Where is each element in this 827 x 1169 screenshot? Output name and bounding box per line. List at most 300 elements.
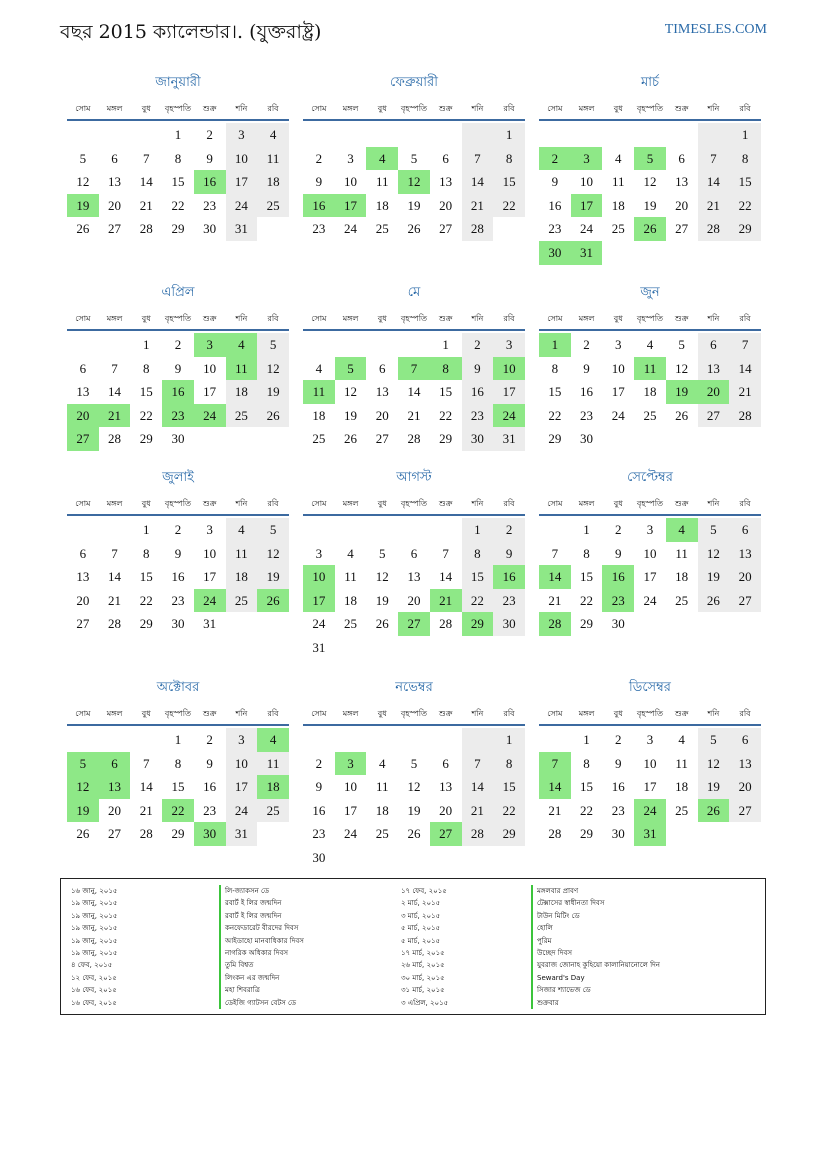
day-cell: 24 — [194, 589, 226, 613]
weekday-label: মঙ্গল — [578, 314, 595, 323]
day-cell: 8 — [493, 752, 525, 776]
day-cell: 28 — [729, 404, 761, 428]
day-cell: 1 — [729, 123, 761, 147]
day-cell: 24 — [226, 799, 258, 823]
day-cell: 12 — [76, 174, 90, 190]
empty-cell — [430, 728, 462, 752]
day-cell: 22 — [139, 592, 153, 608]
day-cell: 2 — [315, 150, 323, 166]
holiday-date: ৩০ মার্চ, ২০১৫ — [401, 973, 445, 982]
day-cell: 27 — [439, 221, 453, 237]
day-cell: 8 — [174, 755, 182, 771]
day-cell: 6 — [442, 150, 449, 166]
month-block — [67, 469, 289, 636]
day-cell: 23 — [312, 221, 326, 237]
weekday-label: বুধ — [141, 314, 151, 323]
day-cell: 17 — [303, 589, 335, 613]
day-cell: 6 — [442, 755, 449, 771]
day-cell: 12 — [675, 360, 689, 376]
empty-cell — [398, 636, 430, 660]
day-cell: 14 — [462, 775, 494, 799]
day-cell: 13 — [76, 384, 90, 400]
empty-cell — [602, 123, 634, 147]
weekday-label: সোম — [311, 104, 327, 113]
empty-cell — [698, 612, 730, 636]
day-cell: 28 — [407, 431, 421, 447]
day-cell: 3 — [646, 522, 654, 537]
weekday-label: শনি — [707, 104, 720, 113]
weekday-label: সোম — [75, 499, 91, 508]
empty-cell — [634, 123, 666, 147]
day-cell: 14 — [539, 565, 571, 589]
month-block — [67, 284, 289, 451]
day-cell: 12 — [407, 779, 421, 795]
day-grid — [303, 123, 525, 241]
empty-cell — [335, 518, 367, 542]
day-cell: 5 — [410, 755, 418, 771]
day-cell: 25 — [226, 589, 258, 613]
weekday-label: বুধ — [613, 314, 623, 323]
day-cell: 12 — [67, 775, 99, 799]
day-cell: 20 — [675, 197, 689, 213]
empty-cell — [335, 123, 367, 147]
day-cell: 31 — [634, 822, 666, 846]
day-cell: 18 — [675, 779, 689, 795]
day-cell: 10 — [493, 357, 525, 381]
day-cell: 24 — [312, 616, 326, 632]
day-cell: 13 — [698, 357, 730, 381]
day-cell: 6 — [379, 360, 386, 376]
weekday-label: সোম — [75, 104, 91, 113]
day-cell: 13 — [439, 174, 453, 190]
day-cell: 23 — [312, 826, 326, 842]
day-cell: 29 — [580, 826, 594, 842]
empty-cell — [257, 427, 289, 451]
empty-cell — [130, 728, 162, 752]
day-cell: 25 — [257, 194, 289, 218]
month-block — [303, 469, 525, 660]
day-cell: 6 — [79, 545, 87, 561]
holiday-name: তুমি বিশ্বত — [219, 959, 399, 971]
day-cell: 11 — [344, 569, 357, 585]
day-cell: 5 — [634, 147, 666, 171]
day-cell: 19 — [666, 380, 698, 404]
day-cell: 13 — [76, 569, 90, 585]
weekday-label: সোম — [311, 709, 327, 718]
day-cell: 6 — [729, 518, 761, 542]
day-cell: 5 — [79, 150, 87, 166]
holiday-date: ৩ এপ্রিল, ২০১৫ — [401, 998, 449, 1007]
day-cell: 12 — [375, 569, 389, 585]
day-cell: 16 — [194, 170, 226, 194]
day-cell: 23 — [162, 404, 194, 428]
day-cell: 31 — [312, 639, 326, 655]
empty-cell — [335, 846, 367, 870]
day-cell: 1 — [539, 333, 571, 357]
site-name[interactable]: TIMESLES.COM — [664, 22, 767, 37]
weekday-header — [303, 99, 525, 121]
empty-cell — [430, 123, 462, 147]
day-cell: 14 — [439, 569, 453, 585]
day-cell: 10 — [203, 360, 217, 376]
day-cell: 20 — [67, 404, 99, 428]
holiday-date: ১৬ ফেব, ২০১৫ — [71, 986, 117, 995]
empty-cell — [729, 241, 761, 265]
day-cell: 21 — [407, 407, 421, 423]
holiday-name: কনফেডারেট বীরদের দিবস — [219, 922, 399, 934]
day-cell: 9 — [615, 545, 622, 561]
day-cell: 18 — [611, 197, 625, 213]
weekday-label: বুধ — [377, 104, 387, 113]
day-cell: 29 — [548, 431, 562, 447]
day-cell: 25 — [312, 431, 326, 447]
day-cell: 30 — [580, 431, 594, 447]
day-cell: 7 — [729, 333, 761, 357]
empty-cell — [335, 636, 367, 660]
holiday-name: যুবরাজ জোনাহ কুহিয়ো কালানিয়ানোলে দিন — [531, 959, 761, 971]
weekday-label: রবি — [267, 104, 279, 113]
day-cell: 24 — [643, 592, 657, 608]
day-cell: 18 — [226, 380, 258, 404]
day-cell: 11 — [375, 174, 389, 190]
month-block — [67, 679, 289, 846]
holiday-list — [60, 878, 766, 1015]
empty-cell — [539, 518, 571, 542]
weekday-label: বৃহস্পতি — [400, 499, 428, 508]
day-cell: 25 — [257, 799, 289, 823]
empty-cell — [698, 822, 730, 846]
day-cell: 11 — [303, 380, 335, 404]
month-name: এপ্রিল — [161, 285, 195, 300]
day-cell: 25 — [611, 221, 625, 237]
day-cell: 27 — [729, 589, 761, 613]
weekday-label: রবি — [503, 104, 515, 113]
empty-cell — [430, 846, 462, 870]
empty-cell — [634, 241, 666, 265]
day-cell: 6 — [698, 333, 730, 357]
day-cell: 8 — [143, 545, 150, 561]
day-cell: 25 — [226, 404, 258, 428]
day-cell: 5 — [67, 752, 99, 776]
day-cell: 29 — [171, 826, 185, 842]
day-cell: 11 — [226, 357, 258, 381]
empty-cell — [539, 728, 571, 752]
day-cell: 8 — [430, 357, 462, 381]
day-cell: 16 — [493, 565, 525, 589]
day-cell: 15 — [439, 384, 453, 400]
holiday-name: রবার্ট ই লির জন্মদিন — [219, 910, 399, 922]
day-cell: 14 — [108, 569, 122, 585]
day-cell: 22 — [439, 407, 453, 423]
empty-cell — [99, 123, 131, 147]
day-cell: 30 — [611, 826, 625, 842]
day-cell: 25 — [375, 826, 389, 842]
weekday-label: শুক্র — [202, 104, 217, 113]
weekday-label: রবি — [267, 314, 279, 323]
day-cell: 3 — [194, 333, 226, 357]
day-cell: 19 — [698, 775, 730, 799]
empty-cell — [67, 728, 99, 752]
weekday-label: রবি — [503, 314, 515, 323]
day-cell: 17 — [611, 384, 625, 400]
day-cell: 15 — [139, 384, 153, 400]
day-cell: 17 — [344, 802, 358, 818]
day-cell: 31 — [571, 241, 603, 265]
weekday-label: শনি — [235, 499, 248, 508]
weekday-label: শনি — [707, 709, 720, 718]
day-cell: 15 — [171, 779, 185, 795]
weekday-label: রবি — [739, 104, 751, 113]
day-cell: 13 — [108, 174, 122, 190]
day-cell: 26 — [407, 221, 421, 237]
day-cell: 19 — [344, 407, 358, 423]
day-cell: 28 — [548, 826, 562, 842]
holiday-date: ১৯ জানু, ২০১৫ — [71, 948, 118, 957]
weekday-label: সোম — [547, 314, 563, 323]
weekday-label: বুধ — [377, 499, 387, 508]
day-cell: 21 — [548, 592, 562, 608]
weekday-header — [539, 494, 761, 516]
weekday-label: বৃহস্পতি — [164, 104, 192, 113]
day-cell: 20 — [729, 565, 761, 589]
day-cell: 28 — [139, 826, 153, 842]
day-cell: 8 — [551, 360, 559, 376]
day-cell: 17 — [226, 170, 258, 194]
empty-cell — [666, 427, 698, 451]
holiday-date: ৩ মার্চ, ২০১৫ — [401, 911, 441, 920]
day-cell: 4 — [226, 333, 258, 357]
day-cell: 28 — [462, 822, 494, 846]
empty-cell — [666, 612, 698, 636]
day-cell: 16 — [580, 384, 594, 400]
holiday-date: ১৭ ফেব, ২০১৫ — [401, 887, 447, 895]
holiday-name: নাগরিক অধিকার দিবস — [219, 947, 399, 959]
day-cell: 19 — [257, 565, 289, 589]
holiday-date: ১৬ জানু, ২০১৫ — [71, 887, 118, 895]
day-cell: 13 — [375, 384, 389, 400]
month-name: ফেব্রুয়ারী — [390, 75, 438, 90]
holiday-name: Seward's Day — [531, 972, 761, 984]
weekday-label: শুক্র — [674, 499, 689, 508]
day-cell: 3 — [493, 333, 525, 357]
day-cell: 29 — [729, 217, 761, 241]
empty-cell — [303, 123, 335, 147]
weekday-label: বুধ — [141, 104, 151, 113]
day-cell: 26 — [634, 217, 666, 241]
empty-cell — [67, 333, 99, 357]
day-cell: 2 — [206, 732, 213, 747]
day-cell: 10 — [344, 779, 358, 795]
day-cell: 5 — [257, 518, 289, 542]
day-cell: 27 — [698, 404, 730, 428]
day-cell: 1 — [583, 522, 590, 537]
weekday-label: বৃহস্পতি — [636, 104, 664, 113]
day-cell: 2 — [583, 337, 590, 352]
day-cell: 29 — [439, 431, 453, 447]
holiday-date: ১৬ ফেব, ২০১৫ — [71, 998, 117, 1007]
day-cell: 18 — [226, 565, 258, 589]
day-cell: 26 — [698, 799, 730, 823]
day-cell: 4 — [347, 545, 354, 561]
day-cell: 9 — [206, 755, 213, 771]
empty-cell — [366, 123, 398, 147]
weekday-label: শনি — [235, 709, 248, 718]
empty-cell — [398, 518, 430, 542]
empty-cell — [666, 822, 698, 846]
weekday-label: শনি — [471, 709, 484, 718]
day-cell: 1 — [442, 337, 449, 352]
day-cell: 27 — [67, 427, 99, 451]
day-cell: 29 — [171, 221, 185, 237]
day-cell: 19 — [407, 197, 421, 213]
month-name: মার্চ — [640, 75, 659, 90]
day-cell: 23 — [580, 407, 594, 423]
weekday-label: শুক্র — [438, 104, 453, 113]
day-cell: 1 — [143, 337, 150, 352]
day-cell: 28 — [439, 616, 453, 632]
day-cell: 1 — [174, 732, 182, 747]
weekday-label: রবি — [503, 709, 515, 718]
day-cell: 5 — [410, 150, 418, 166]
day-cell: 25 — [675, 592, 689, 608]
weekday-label: বৃহস্পতি — [164, 709, 192, 718]
day-cell: 13 — [729, 752, 761, 776]
month-block — [303, 679, 525, 870]
day-cell: 4 — [678, 732, 685, 747]
day-cell: 17 — [571, 194, 603, 218]
weekday-label: মঙ্গল — [578, 104, 595, 113]
day-cell: 21 — [729, 380, 761, 404]
day-cell: 24 — [344, 221, 358, 237]
day-cell: 30 — [493, 612, 525, 636]
empty-cell — [257, 822, 289, 846]
day-cell: 13 — [675, 174, 689, 190]
empty-cell — [729, 427, 761, 451]
empty-cell — [130, 123, 162, 147]
weekday-header — [67, 309, 289, 331]
month-block — [539, 74, 761, 265]
day-cell: 3 — [615, 337, 622, 352]
month-name: মে — [407, 285, 421, 300]
day-cell: 26 — [257, 404, 289, 428]
weekday-label: শুক্র — [674, 104, 689, 113]
day-cell: 3 — [206, 522, 213, 537]
holiday-date: ২ মার্চ, ২০১৫ — [401, 899, 441, 908]
weekday-label: শুক্র — [202, 499, 217, 508]
day-cell: 22 — [139, 407, 153, 423]
empty-cell — [398, 123, 430, 147]
day-cell: 15 — [171, 174, 185, 190]
day-cell: 2 — [493, 518, 525, 542]
day-cell: 19 — [698, 565, 730, 589]
weekday-header — [303, 494, 525, 516]
day-cell: 7 — [539, 752, 571, 776]
day-cell: 18 — [257, 170, 289, 194]
day-cell: 14 — [462, 170, 494, 194]
day-cell: 22 — [580, 592, 594, 608]
day-cell: 25 — [375, 221, 389, 237]
day-cell: 12 — [698, 542, 730, 566]
month-name: জুন — [640, 285, 660, 300]
weekday-label: মঙ্গল — [342, 314, 359, 323]
month-name: নভেম্বর — [395, 680, 433, 695]
weekday-label: মঙ্গল — [342, 499, 359, 508]
weekday-label: বুধ — [613, 709, 623, 718]
day-cell: 7 — [398, 357, 430, 381]
day-cell: 10 — [580, 174, 594, 190]
holiday-date: ৩১ মার্চ, ২০১৫ — [401, 986, 445, 995]
holiday-name: মঙ্গলবার প্রাবণ — [531, 885, 761, 897]
day-grid — [67, 728, 289, 846]
weekday-header — [539, 704, 761, 726]
empty-cell — [257, 612, 289, 636]
day-cell: 11 — [226, 542, 258, 566]
weekday-label: বৃহস্পতি — [636, 314, 664, 323]
weekday-label: সোম — [547, 499, 563, 508]
day-cell: 16 — [312, 802, 326, 818]
holiday-date: ১৯ জানু, ২০১৫ — [71, 911, 118, 920]
weekday-header — [67, 704, 289, 726]
day-cell: 3 — [571, 147, 603, 171]
day-cell: 27 — [675, 221, 689, 237]
day-cell: 28 — [539, 612, 571, 636]
day-cell: 21 — [108, 592, 122, 608]
day-cell: 1 — [143, 522, 150, 537]
day-cell: 23 — [171, 592, 185, 608]
empty-cell — [303, 518, 335, 542]
day-grid — [539, 728, 761, 846]
day-cell: 29 — [139, 431, 153, 447]
empty-cell — [571, 123, 603, 147]
day-cell: 17 — [335, 194, 367, 218]
day-cell: 10 — [203, 545, 217, 561]
day-cell: 8 — [462, 542, 494, 566]
weekday-label: শুক্র — [438, 314, 453, 323]
day-cell: 17 — [493, 380, 525, 404]
day-cell: 9 — [174, 360, 182, 376]
day-cell: 24 — [493, 404, 525, 428]
weekday-label: শুক্র — [202, 709, 217, 718]
holiday-name: সিজার শ্যাভেজ ডে — [531, 984, 761, 996]
day-cell: 12 — [643, 174, 657, 190]
day-cell: 4 — [666, 518, 698, 542]
holiday-name: শুক্রবার — [531, 997, 761, 1009]
empty-cell — [257, 217, 289, 241]
day-cell: 22 — [462, 589, 494, 613]
day-cell: 31 — [226, 822, 258, 846]
empty-cell — [539, 123, 571, 147]
day-cell: 20 — [76, 592, 90, 608]
month-block — [67, 74, 289, 241]
day-cell: 9 — [206, 150, 213, 166]
day-cell: 14 — [407, 384, 421, 400]
weekday-label: শুক্র — [438, 499, 453, 508]
day-cell: 12 — [344, 384, 358, 400]
empty-cell — [366, 846, 398, 870]
day-cell: 20 — [729, 775, 761, 799]
day-cell: 9 — [493, 542, 525, 566]
day-cell: 27 — [375, 431, 389, 447]
day-cell: 26 — [698, 589, 730, 613]
day-cell: 3 — [226, 123, 258, 147]
empty-cell — [634, 427, 666, 451]
day-cell: 14 — [729, 357, 761, 381]
day-cell: 26 — [76, 826, 90, 842]
weekday-label: শুক্র — [438, 709, 453, 718]
day-cell: 27 — [430, 822, 462, 846]
day-cell: 31 — [226, 217, 258, 241]
holiday-name: ডেইজি গ্যাটসন বেটস ডে — [219, 997, 399, 1009]
